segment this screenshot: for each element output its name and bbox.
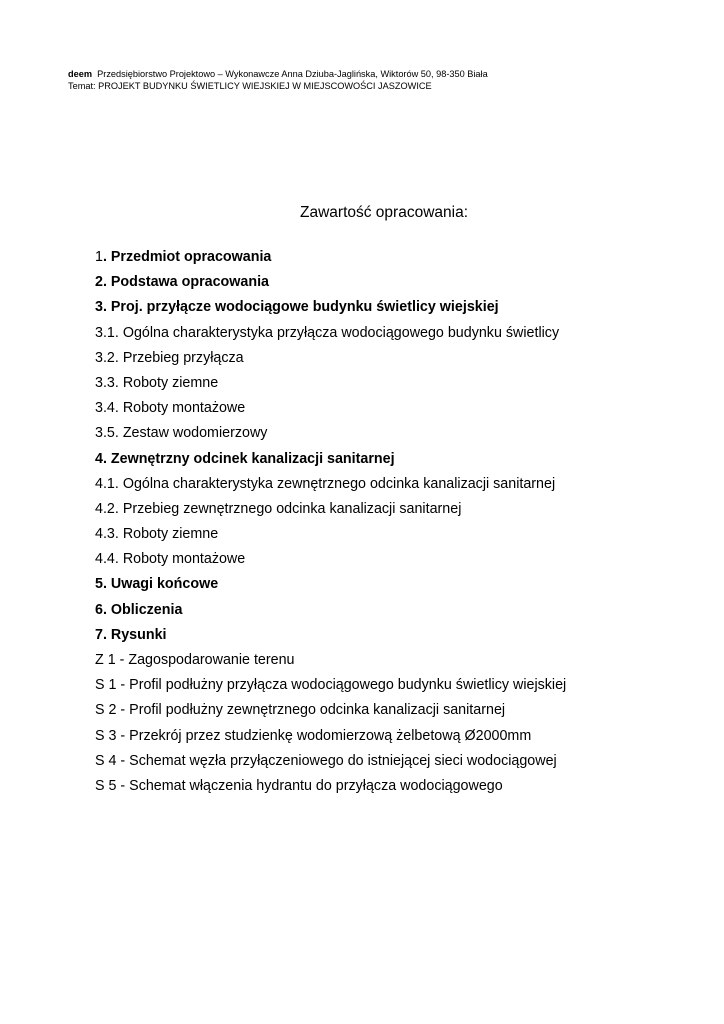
toc-item: 4.2. Przebieg zewnętrznego odcinka kanalizacji sanitarnej	[95, 500, 462, 517]
company-details: Przedsiębiorstwo Projektowo – Wykonawcze Anna Dziuba-Jaglińska, Wiktorów 50, 98-350 Biała	[97, 69, 488, 79]
toc-item-number: 1	[95, 249, 103, 265]
company-brand: deem	[68, 69, 93, 79]
toc-item: 4.4. Roboty montażowe	[95, 551, 246, 568]
toc-item: 6. Obliczenia	[95, 601, 183, 618]
toc-item-label: . Przedmiot opracowania	[102, 249, 272, 265]
toc-item: Z 1 - Zagospodarowanie terenu	[95, 652, 295, 668]
toc-item: 3.3. Roboty ziemne	[95, 374, 219, 391]
toc-item: 5. Uwagi końcowe	[95, 576, 219, 593]
toc-item: S 4 - Schemat węzła przyłączeniowego do istniejącej sieci wodociągowej	[95, 752, 557, 769]
toc-item: 3. Proj. przyłącze wodociągowe budynku świetlicy wiejskiej	[95, 299, 499, 316]
toc-item: 4. Zewnętrzny odcinek kanalizacji sanitarnej	[95, 450, 395, 467]
toc-item: 4.3. Roboty ziemne	[95, 526, 219, 543]
toc-item: 3.4. Roboty montażowe	[95, 400, 246, 417]
header-company-line	[68, 68, 488, 80]
toc-item: S 1 - Profil podłużny przyłącza wodociągowego budynku świetlicy wiejskiej	[95, 677, 567, 694]
toc-item: S 5 - Schemat włączenia hydrantu do przyłącza wodociągowego	[95, 777, 503, 794]
table-of-contents	[95, 247, 566, 801]
toc-item: 2. Podstawa opracowania	[95, 274, 269, 291]
toc-item	[95, 247, 566, 272]
header-subject-line: Temat: PROJEKT BUDYNKU ŚWIETLICY WIEJSKIEJ W MIEJSCOWOŚCI JASZOWICE	[68, 81, 432, 91]
toc-item: S 2 - Profil podłużny zewnętrznego odcinka kanalizacji sanitarnej	[95, 702, 506, 719]
page-header	[68, 68, 488, 92]
toc-item: S 3 - Przekrój przez studzienkę wodomierzową żelbetową Ø2000mm	[95, 727, 532, 744]
toc-item: 4.1. Ogólna charakterystyka zewnętrznego odcinka kanalizacji sanitarnej	[95, 475, 556, 492]
toc-item: 3.5. Zestaw wodomierzowy	[95, 425, 268, 442]
toc-item: 7. Rysunki	[95, 626, 167, 643]
document-title: Zawartość opracowania:	[300, 204, 468, 221]
toc-item: 3.1. Ogólna charakterystyka przyłącza wodociągowego budynku świetlicy	[95, 324, 560, 341]
toc-item: 3.2. Przebieg przyłącza	[95, 349, 244, 366]
